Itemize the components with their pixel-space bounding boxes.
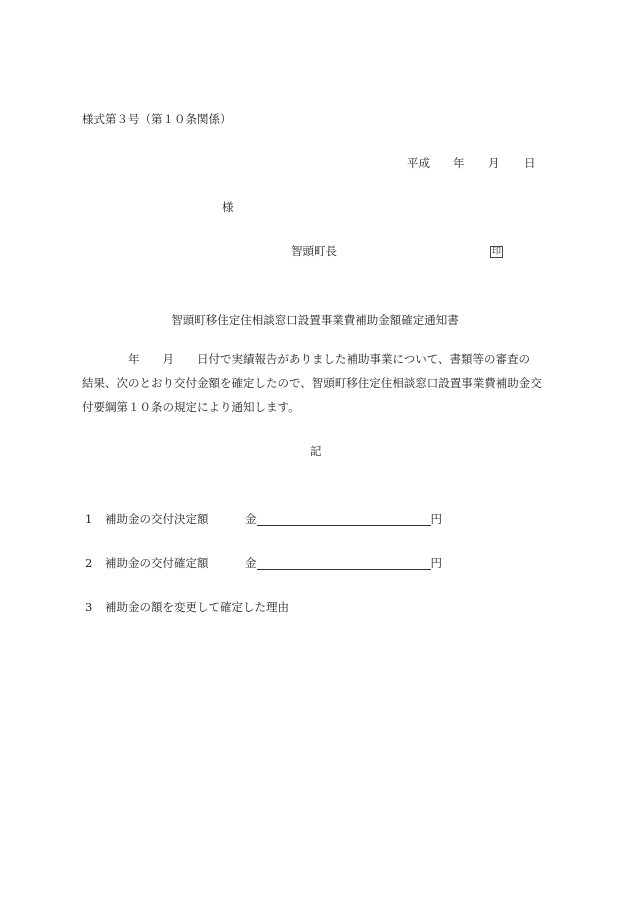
form-label: 様式第３号（第１０条関係） <box>82 112 232 126</box>
item-label: 補助金の額を変更して確定した理由 <box>105 600 289 614</box>
body-line: 結果、次のとおり交付金額を確定したので、智頭町移住定住相談窓口設置事業費補助金交 <box>82 376 542 390</box>
issuer-title: 智頭町長 <box>291 244 337 258</box>
item-number: 3 <box>85 600 93 614</box>
date-month: 月 <box>488 156 500 170</box>
amount-suffix: 円 <box>430 556 442 570</box>
amount-suffix: 円 <box>430 512 442 526</box>
document-title: 智頭町移住定住相談窓口設置事業費補助金額確定通知書 <box>171 313 459 327</box>
amount-prefix: 金 <box>245 556 257 570</box>
amount-underline <box>257 557 431 570</box>
date-era: 平成 <box>407 156 430 170</box>
item-number: 1 <box>85 512 93 526</box>
seal-mark: 印 <box>492 247 502 257</box>
item-label: 補助金の交付決定額 <box>105 512 209 526</box>
date-day: 日 <box>524 156 536 170</box>
body-line: 付要綱第１０条の規定により通知します。 <box>82 400 300 414</box>
addressee-suffix: 様 <box>222 200 234 214</box>
date-year: 年 <box>453 156 465 170</box>
amount-prefix: 金 <box>245 512 257 526</box>
amount-field[interactable] <box>245 556 442 570</box>
amount-underline <box>257 513 431 526</box>
item-label: 補助金の交付確定額 <box>105 556 209 570</box>
amount-field[interactable] <box>245 512 442 526</box>
ki-heading: 記 <box>310 444 322 458</box>
body-line: 年 月 日付で実績報告がありました補助事業について、書類等の審査の <box>128 352 531 366</box>
item-number: 2 <box>85 556 93 570</box>
